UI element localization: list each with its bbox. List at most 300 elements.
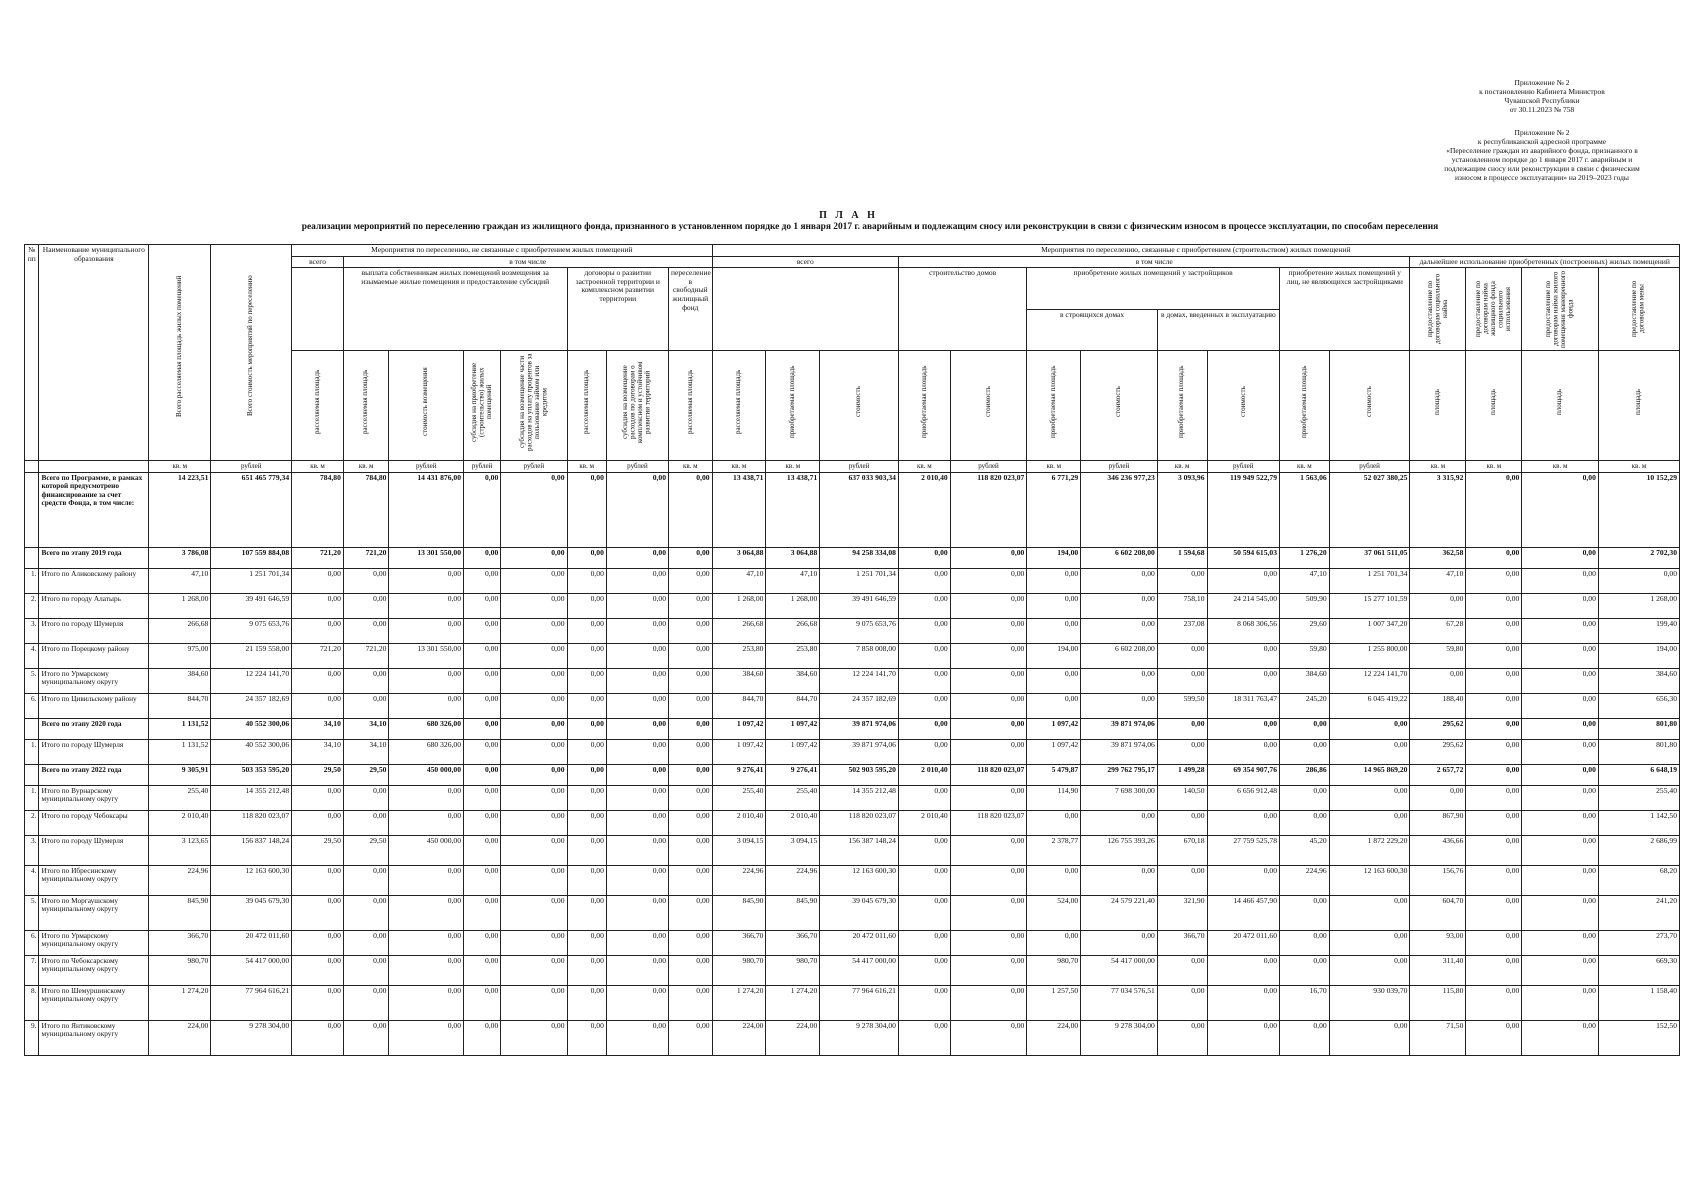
unit-cell: кв. м [669,461,713,473]
plan-table [24,244,1680,1056]
value-cell: 0,00 [1027,593,1081,618]
value-cell: 0,00 [950,895,1027,930]
value-cell: 844,70 [712,693,766,718]
value-cell: 845,90 [766,895,820,930]
value-cell: 37 061 511,05 [1329,547,1410,568]
value-cell: 524,00 [1027,895,1081,930]
value-cell: 0,00 [1280,895,1330,930]
header-subsidy-purchase: субсидия на приобретение (строительство) жилых помещений [464,351,501,461]
value-cell: 54 417 000,00 [211,955,292,985]
header-relocated-area: расселяемая площадь [292,351,344,461]
header-v-tom-chisle: в том числе [898,256,1410,268]
value-cell: 0,00 [501,593,567,618]
value-cell: 0,00 [501,618,567,643]
value-cell: 0,00 [292,865,344,895]
value-cell: 0,00 [464,895,501,930]
value-cell: 77 964 616,21 [211,985,292,1020]
value-cell: 366,70 [766,930,820,955]
value-cell: 0,00 [464,593,501,618]
value-cell: 9 075 653,76 [820,618,899,643]
value-cell: 273,70 [1598,930,1679,955]
value-cell: 39 045 679,30 [820,895,899,930]
value-cell: 0,00 [1466,593,1522,618]
appendix-program [1427,128,1657,182]
value-cell: 0,00 [950,865,1027,895]
header-total-area: Всего расселяемая площадь жилых помещений [149,245,211,461]
value-cell: 2 686,99 [1598,835,1679,865]
units-row [25,461,1680,473]
value-cell: 0,00 [1081,693,1158,718]
value-cell: 366,70 [1157,930,1207,955]
unit-cell-empty [39,461,149,473]
header-maneuver-fund: предоставление по договорам найма жилого помещения маневренного фонда [1522,268,1599,351]
value-cell: 39 491 646,59 [211,593,292,618]
value-cell: 0,00 [464,568,501,593]
value-cell: 118 820 023,07 [950,810,1027,835]
value-cell: 152,50 [1598,1020,1679,1055]
value-cell: 2 378,77 [1027,835,1081,865]
value-cell: 224,00 [1027,1020,1081,1055]
value-cell: 509,90 [1280,593,1330,618]
value-cell: 0,00 [464,930,501,955]
value-cell: 0,00 [669,955,713,985]
value-cell: 2 010,40 [712,810,766,835]
value-cell: 311,40 [1410,955,1466,985]
value-cell: 0,00 [501,718,567,739]
value-cell: 0,00 [669,718,713,739]
value-cell: 0,00 [669,895,713,930]
value-cell: 0,00 [389,810,464,835]
value-cell: 0,00 [464,865,501,895]
header-area: площадь [1410,351,1466,461]
value-cell: 47,10 [712,568,766,593]
value-cell: 0,00 [1466,472,1522,547]
value-cell: 156 387 148,24 [820,835,899,865]
unit-cell: рублей [606,461,668,473]
total-row [25,718,1680,739]
value-cell: 199,40 [1598,618,1679,643]
value-cell: 47,10 [149,568,211,593]
header-cost: стоимость [950,351,1027,461]
value-cell: 867,90 [1410,810,1466,835]
value-cell: 295,62 [1410,739,1466,764]
value-cell: 0,00 [606,764,668,785]
value-cell: 975,00 [149,643,211,668]
row-name: Итого по городу Шумерля [39,835,149,865]
value-cell: 295,62 [1410,718,1466,739]
table-row [25,810,1680,835]
value-cell: 0,00 [464,835,501,865]
value-cell: 0,00 [950,693,1027,718]
value-cell: 0,00 [389,1020,464,1055]
value-cell: 0,00 [606,1020,668,1055]
value-cell: 0,00 [1157,739,1207,764]
value-cell: 255,40 [712,785,766,810]
value-cell: 0,00 [950,955,1027,985]
row-number [25,547,39,568]
value-cell: 47,10 [1410,568,1466,593]
header-acquired-area: приобретаемая площадь [1027,351,1081,461]
table-row [25,985,1680,1020]
unit-cell: кв. м [1280,461,1330,473]
row-name: Всего по Программе, в рамках которой предусмотрено финансирование за счет средств Фонда, в том числе: [39,472,149,547]
value-cell: 13 438,71 [766,472,820,547]
unit-cell: рублей [1081,461,1158,473]
header-area: площадь [1598,351,1679,461]
table-row [25,593,1680,618]
value-cell: 3 064,88 [766,547,820,568]
value-cell: 0,00 [1522,835,1599,865]
row-number: 7. [25,955,39,985]
row-name: Итого по городу Алатырь [39,593,149,618]
value-cell: 0,00 [606,643,668,668]
value-cell: 54 417 000,00 [1081,955,1158,985]
value-cell: 0,00 [898,547,950,568]
value-cell: 40 552 300,06 [211,718,292,739]
value-cell: 241,20 [1598,895,1679,930]
table-row [25,1020,1680,1055]
value-cell: 0,00 [292,593,344,618]
value-cell: 29,50 [343,835,389,865]
row-name: Итого по Моргаушскому муниципальному округу [39,895,149,930]
value-cell: 0,00 [606,618,668,643]
value-cell: 721,20 [343,643,389,668]
value-cell: 245,20 [1280,693,1330,718]
value-cell: 224,96 [1280,865,1330,895]
value-cell: 721,20 [292,547,344,568]
value-cell: 0,00 [501,547,567,568]
value-cell: 0,00 [1522,764,1599,785]
header-no: № пп [25,245,39,461]
value-cell: 0,00 [950,668,1027,693]
unit-cell-empty [25,461,39,473]
value-cell: 0,00 [669,618,713,643]
unit-cell: кв. м [898,461,950,473]
value-cell: 0,00 [950,1020,1027,1055]
value-cell: 224,00 [149,1020,211,1055]
value-cell: 0,00 [1466,718,1522,739]
value-cell: 0,00 [606,835,668,865]
row-name: Итого по городу Чебоксары [39,810,149,835]
value-cell: 784,80 [292,472,344,547]
value-cell: 0,00 [606,985,668,1020]
value-cell: 0,00 [606,865,668,895]
value-cell: 0,00 [1157,718,1207,739]
value-cell: 0,00 [1466,895,1522,930]
value-cell: 0,00 [1410,785,1466,810]
row-name: Итого по городу Шумерля [39,739,149,764]
value-cell: 2 657,72 [1410,764,1466,785]
value-cell: 0,00 [292,785,344,810]
value-cell: 0,00 [950,718,1027,739]
value-cell: 0,00 [567,955,606,985]
value-cell: 1 257,50 [1027,985,1081,1020]
value-cell: 0,00 [292,568,344,593]
unit-cell: кв. м [1157,461,1207,473]
value-cell: 0,00 [1466,985,1522,1020]
value-cell: 14 965 869,20 [1329,764,1410,785]
unit-cell: кв. м [1027,461,1081,473]
unit-cell: рублей [820,461,899,473]
value-cell: 0,00 [1522,547,1599,568]
row-name: Итого по Порецкому району [39,643,149,668]
row-number: 2. [25,593,39,618]
value-cell: 0,00 [606,785,668,810]
value-cell: 0,00 [1522,739,1599,764]
header-v-tom-chisle: в том числе [343,256,712,268]
header-acquired-area: приобретаемая площадь [766,351,820,461]
value-cell: 0,00 [501,865,567,895]
value-cell: 366,70 [149,930,211,955]
value-cell: 0,00 [464,643,501,668]
value-cell: 0,00 [606,472,668,547]
value-cell: 126 755 393,26 [1081,835,1158,865]
value-cell: 0,00 [567,764,606,785]
value-cell: 0,00 [950,618,1027,643]
value-cell: 24 357 182,69 [211,693,292,718]
value-cell: 1 007 347,20 [1329,618,1410,643]
row-name: Всего по этапу 2020 года [39,718,149,739]
value-cell: 59,80 [1410,643,1466,668]
value-cell: 0,00 [464,1020,501,1055]
value-cell: 844,70 [149,693,211,718]
value-cell: 0,00 [1466,930,1522,955]
value-cell: 0,00 [292,810,344,835]
value-cell: 0,00 [1027,693,1081,718]
row-name: Итого по Шемуршинскому муниципальному округу [39,985,149,1020]
value-cell: 0,00 [1207,810,1279,835]
value-cell: 1 251 701,34 [211,568,292,593]
value-cell: 0,00 [1522,1020,1599,1055]
value-cell: 1 268,00 [149,593,211,618]
value-cell: 0,00 [464,985,501,1020]
value-cell: 0,00 [292,895,344,930]
value-cell: 1 158,40 [1598,985,1679,1020]
value-cell: 0,00 [1466,643,1522,668]
value-cell: 680 326,00 [389,718,464,739]
value-cell: 237,08 [1157,618,1207,643]
value-cell: 0,00 [669,472,713,547]
value-cell: 194,00 [1027,547,1081,568]
value-cell: 0,00 [950,835,1027,865]
value-cell: 1 251 701,34 [820,568,899,593]
value-cell: 224,96 [149,865,211,895]
value-cell: 0,00 [898,895,950,930]
value-cell: 0,00 [1329,718,1410,739]
value-cell: 0,00 [501,930,567,955]
value-cell: 0,00 [1027,618,1081,643]
value-cell: 0,00 [1207,568,1279,593]
value-cell: 346 236 977,23 [1081,472,1158,547]
row-name: Итого по Урмарскому муниципальному округу [39,668,149,693]
header-relocated-area: расселяемая площадь [669,351,713,461]
header-group-acquisition: Мероприятия по переселению, связанные с приобретением (строительством) жилых помещений [712,245,1679,257]
unit-cell: рублей [501,461,567,473]
value-cell: 3 094,15 [766,835,820,865]
value-cell: 0,00 [464,618,501,643]
value-cell: 194,00 [1027,643,1081,668]
row-number: 4. [25,865,39,895]
value-cell: 680 326,00 [389,739,464,764]
header-acquired-area: приобретаемая площадь [1157,351,1207,461]
value-cell: 0,00 [1522,985,1599,1020]
value-cell: 0,00 [501,835,567,865]
value-cell: 0,00 [1207,985,1279,1020]
value-cell: 0,00 [343,668,389,693]
value-cell: 0,00 [669,985,713,1020]
plan-body [25,472,1680,1055]
value-cell: 502 903 595,20 [820,764,899,785]
header-area: площадь [1466,351,1522,461]
value-cell: 0,00 [464,472,501,547]
value-cell: 24 579 221,40 [1081,895,1158,930]
row-number: 5. [25,895,39,930]
row-number: 1. [25,568,39,593]
value-cell: 20 472 011,60 [211,930,292,955]
value-cell: 0,00 [464,785,501,810]
value-cell: 118 820 023,07 [950,764,1027,785]
value-cell: 59,80 [1280,643,1330,668]
value-cell: 224,00 [766,1020,820,1055]
value-cell: 0,00 [343,895,389,930]
value-cell: 599,50 [1157,693,1207,718]
value-cell: 0,00 [606,955,668,985]
value-cell: 0,00 [898,865,950,895]
value-cell: 1 499,28 [1157,764,1207,785]
value-cell: 12 163 600,30 [211,865,292,895]
value-cell: 845,90 [149,895,211,930]
value-cell: 0,00 [1081,865,1158,895]
value-cell: 0,00 [950,568,1027,593]
header-exchange: предоставление по договорам мены [1598,268,1679,351]
value-cell: 0,00 [567,930,606,955]
value-cell: 0,00 [292,618,344,643]
value-cell: 0,00 [343,785,389,810]
row-number [25,718,39,739]
value-cell: 362,58 [1410,547,1466,568]
unit-cell: кв. м [1466,461,1522,473]
value-cell: 0,00 [389,955,464,985]
table-row [25,930,1680,955]
unit-cell: рублей [464,461,501,473]
value-cell: 0,00 [1207,668,1279,693]
value-cell: 0,00 [1466,1020,1522,1055]
value-cell: 0,00 [1329,739,1410,764]
value-cell: 67,28 [1410,618,1466,643]
value-cell: 0,00 [1280,930,1330,955]
value-cell: 2 010,40 [898,810,950,835]
table-row [25,865,1680,895]
value-cell: 1 097,42 [766,718,820,739]
value-cell: 930 039,70 [1329,985,1410,1020]
value-cell: 0,00 [950,593,1027,618]
header-relocation-area: расселяемая площадь [343,351,389,461]
value-cell: 721,20 [343,547,389,568]
row-number: 3. [25,835,39,865]
value-cell: 9 305,91 [149,764,211,785]
value-cell: 0,00 [343,618,389,643]
value-cell: 0,00 [669,693,713,718]
value-cell: 0,00 [1522,785,1599,810]
value-cell: 0,00 [898,835,950,865]
value-cell: 71,50 [1410,1020,1466,1055]
value-cell: 0,00 [898,930,950,955]
header-social-hire: предоставление по договорам социального найма [1410,268,1466,351]
value-cell: 224,00 [712,1020,766,1055]
value-cell: 3 093,96 [1157,472,1207,547]
value-cell: 0,00 [343,865,389,895]
value-cell: 0,00 [1522,668,1599,693]
value-cell: 0,00 [669,930,713,955]
value-cell: 0,00 [1410,668,1466,693]
value-cell: 0,00 [501,764,567,785]
value-cell: 0,00 [898,693,950,718]
value-cell: 0,00 [1466,865,1522,895]
unit-cell: рублей [211,461,292,473]
header-commissioned: в домах, введенных в эксплуатацию [1157,309,1279,351]
value-cell: 0,00 [1207,955,1279,985]
value-cell: 0,00 [567,668,606,693]
value-cell: 0,00 [1081,618,1158,643]
value-cell: 0,00 [1027,668,1081,693]
value-cell: 0,00 [464,547,501,568]
row-name: Всего по этапу 2022 года [39,764,149,785]
value-cell: 0,00 [1522,810,1599,835]
value-cell: 29,50 [292,835,344,865]
appendix-line: Приложение № 2 [1514,78,1570,87]
value-cell: 9 075 653,76 [211,618,292,643]
value-cell: 9 278 304,00 [820,1020,899,1055]
value-cell: 0,00 [669,810,713,835]
total-row [25,472,1680,547]
value-cell: 0,00 [567,593,606,618]
value-cell: 50 594 615,03 [1207,547,1279,568]
value-cell: 93,00 [1410,930,1466,955]
value-cell: 0,00 [501,1020,567,1055]
unit-cell: кв. м [1410,461,1466,473]
value-cell: 0,00 [1466,739,1522,764]
value-cell: 0,00 [669,865,713,895]
row-name: Итого по Янтиковскому муниципальному округу [39,1020,149,1055]
value-cell: 604,70 [1410,895,1466,930]
value-cell: 0,00 [898,668,950,693]
value-cell: 0,00 [1466,764,1522,785]
value-cell: 0,00 [950,547,1027,568]
value-cell: 34,10 [292,739,344,764]
value-cell: 0,00 [343,693,389,718]
value-cell: 0,00 [292,1020,344,1055]
row-number: 9. [25,1020,39,1055]
value-cell: 9 276,41 [712,764,766,785]
row-name: Всего по этапу 2019 года [39,547,149,568]
value-cell: 670,18 [1157,835,1207,865]
value-cell: 1 274,20 [712,985,766,1020]
value-cell: 0,00 [606,668,668,693]
value-cell: 21 159 558,00 [211,643,292,668]
value-cell: 0,00 [898,985,950,1020]
value-cell: 0,00 [567,1020,606,1055]
value-cell: 14 431 876,00 [389,472,464,547]
value-cell: 0,00 [343,985,389,1020]
value-cell: 0,00 [1522,593,1599,618]
value-cell: 0,00 [501,472,567,547]
appendix-block [1427,78,1657,182]
value-cell: 384,60 [766,668,820,693]
unit-cell: кв. м [567,461,606,473]
value-cell: 1 251 701,34 [1329,568,1410,593]
value-cell: 0,00 [567,810,606,835]
appendix-line: Приложение № 2 [1514,128,1570,137]
